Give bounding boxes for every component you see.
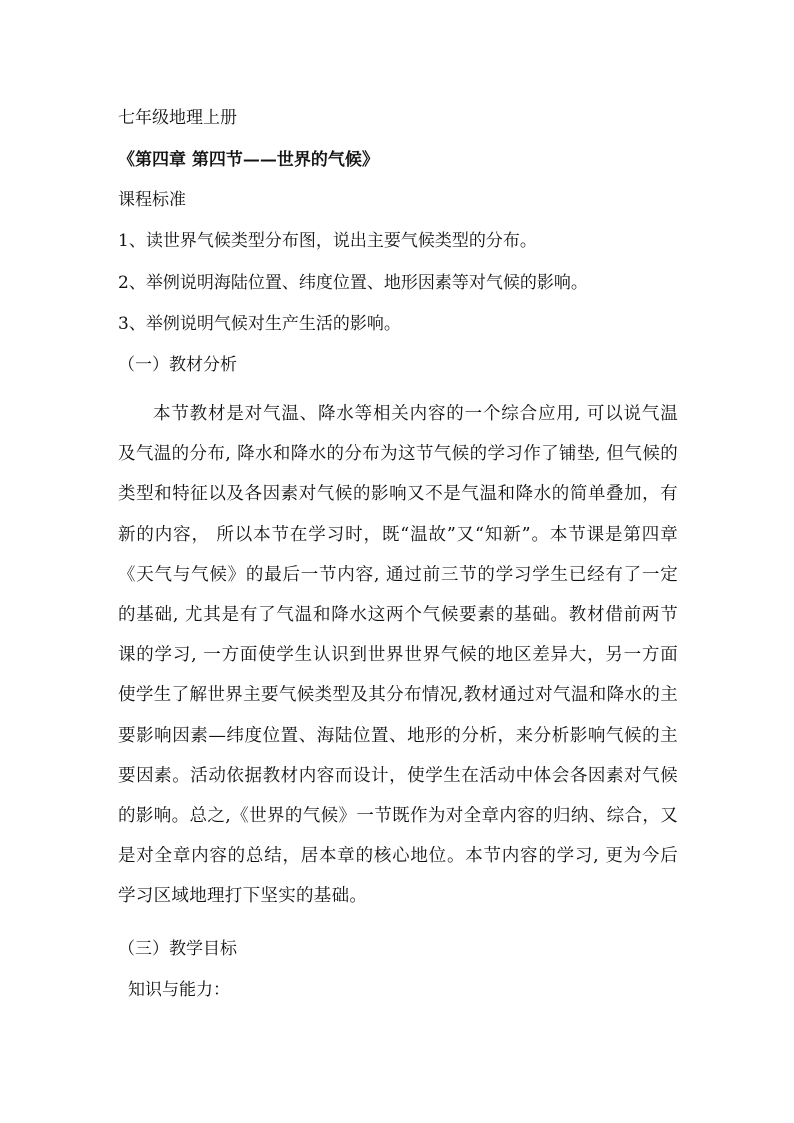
grade-line: 七年级地理上册 bbox=[118, 108, 237, 128]
standard-item-2: 2、举例说明海陆位置、纬度位置、地形因素等对气候的影响。 bbox=[118, 273, 588, 293]
standard-item-3: 3、举例说明气候对生产生活的影响。 bbox=[118, 314, 401, 334]
lesson-title: 《第四章 第四节——世界的气候》 bbox=[118, 150, 379, 170]
standard-item-1: 1、读世界气候类型分布图，说出主要气候类型的分布。 bbox=[118, 231, 537, 251]
analysis-paragraph: 本节教材是对气温、降水等相关内容的一个综合应用, 可以说气温及气温的分布, 降水和降水的分布为这节气候的学习作了铺垫, 但气候的类型和特征以及各因素对气候的影响又不是气温和降水的简单叠加，有新的内容， 所以本节在学习时，既“温故”又“知新”。本节课是第四章《天气与气候》的最后一节内容, 通过前三节的学习学生已经有了一定的基础, 尤其是有了气温和降水这两个气候要素的基础。教材借前两节课的学习, 一方面使学生认识到世界世界气候的地区差异大，另一方面使学生了解世界主要气候类型及其分布情况,教材通过对气温和降水的主要影响因素—纬度位置、海陆位置、地形的分析，来分析影响气候的主要因素。活动依据教材内容而设计，使学生在活动中体会各因素对气候的影响。总之,《世界的气候》一节既作为对全章内容的归纳、综合，又是对全章内容的总结，居本章的核心地位。本节内容的学习, 更为今后学习区域地理打下坚实的基础。 bbox=[118, 404, 678, 907]
section-three-heading: （三）教学目标 bbox=[118, 939, 237, 959]
section-one-heading: （一）教材分析 bbox=[118, 355, 237, 375]
knowledge-heading: 知识与能力： bbox=[128, 980, 230, 1000]
standards-heading: 课程标准 bbox=[118, 190, 186, 210]
